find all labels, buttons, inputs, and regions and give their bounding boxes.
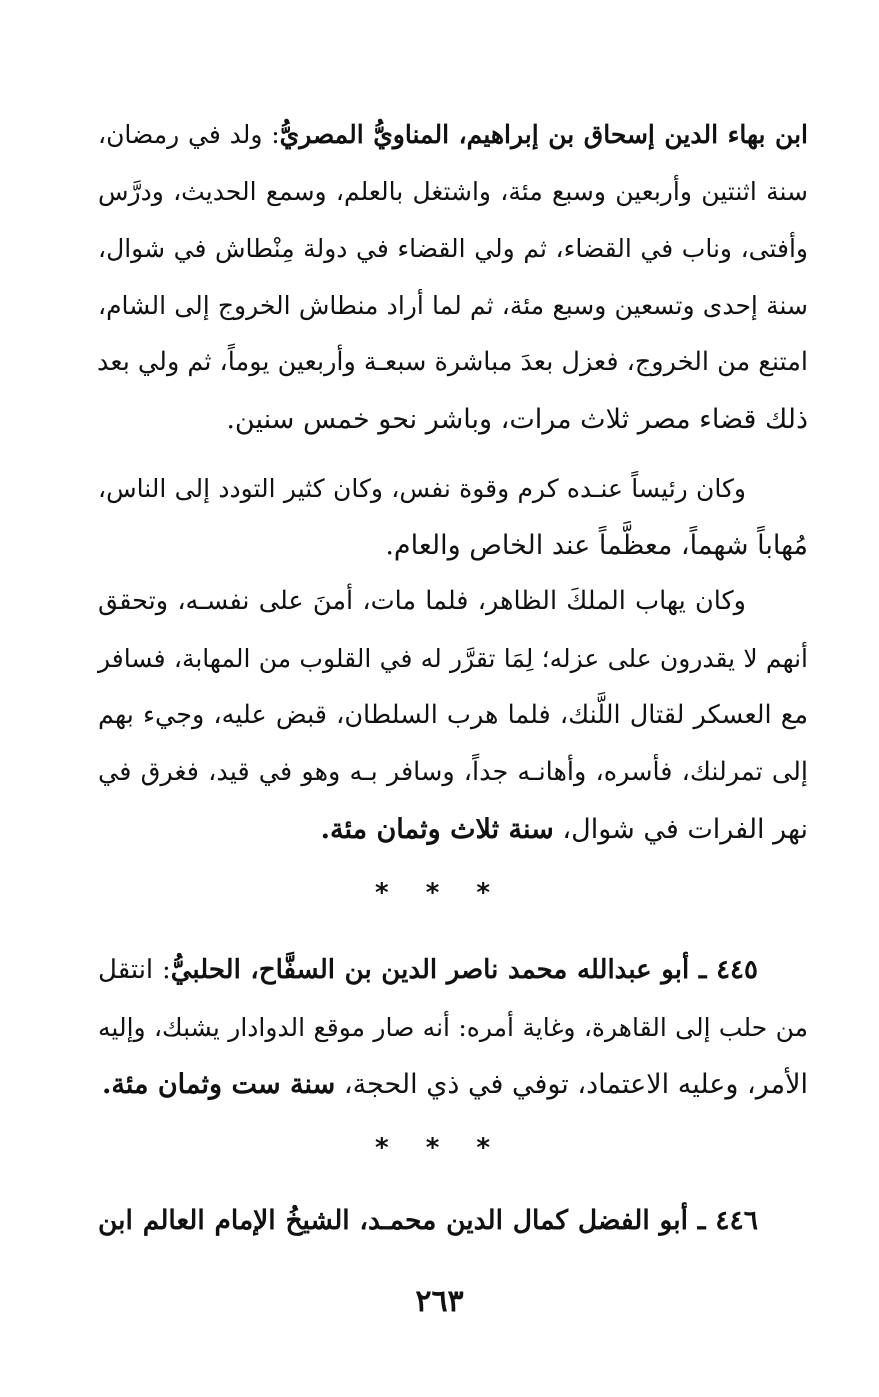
section-separator: * * * <box>375 1133 504 1163</box>
text-line: وكان يهاب الملكَ الظاهر، فلما مات، أمنَ على نفسـه، وتحقق <box>98 586 746 616</box>
paragraph-events <box>98 573 808 858</box>
text-line: وأفتى، وناب في القضاء، ثم ولي القضاء في دولة مِنْطاش في شوال، <box>98 234 808 263</box>
paragraph-character <box>98 460 808 574</box>
text-line: سنة إحدى وتسعين وسبع مئة، ثم لما أراد منطاش الخروج إلى الشام، <box>98 291 808 320</box>
death-date: سنة ست وثمان مئة. <box>101 1069 336 1100</box>
text-span: نهر الفرات في شوال، <box>562 814 808 845</box>
text-line: أنهم لا يقدرون على عزله؛ لِمَا تقرَّر له في القلوب من المهابة، فسافر <box>98 644 808 673</box>
page-number: ٢٦٣ <box>415 1284 464 1319</box>
paragraph-biography-continuation <box>98 106 808 448</box>
section-separator: * * * <box>375 878 504 908</box>
entry-445 <box>98 942 808 1113</box>
text-span: : انتقل <box>98 955 171 985</box>
text-line: مُهاباً شهماً، معظَّماً عند الخاص والعام. <box>385 530 808 561</box>
name-heading: ابن بهاء الدين إسحاق بن إبراهيم، المناويُّ المصريُّ <box>279 120 808 149</box>
entry-446 <box>98 1192 808 1249</box>
text-span: الأمر، وعليه الاعتماد، توفي في ذي الحجة، <box>343 1069 808 1100</box>
text-line <box>98 1056 808 1113</box>
text-line <box>98 106 808 163</box>
text-line <box>98 801 808 858</box>
text-line: مع العسكر لقتال اللَّنك، فلما هرب السلطان، قبض عليه، وجيء بهم <box>98 700 808 730</box>
text-line <box>98 942 808 999</box>
death-date: سنة ثلاث وثمان مئة. <box>320 814 554 845</box>
text-line: إلى تمرلنك، فأسره، وأهانـه جداً، وسافر بـه وهو في قيد، فغرق في <box>98 757 808 787</box>
text-span: : ولد في رمضان، <box>98 120 280 149</box>
entry-heading: ٤٤٥ ـ أبو عبدالله محمد ناصر الدين بن السفَّاح، الحلبيُّ <box>170 955 758 985</box>
text-line: وكان رئيساً عنـده كرم وقوة نفس، وكان كثير التودد إلى الناس، <box>98 474 746 503</box>
text-line <box>98 1192 808 1249</box>
text-line: سنة اثنتين وأربعين وسبع مئة، واشتغل بالعلم، وسمع الحديث، ودرَّس <box>98 177 808 206</box>
text-line: من حلب إلى القاهرة، وغاية أمره: أنه صار موقع الدوادار يشبك، وإليه <box>98 1013 808 1042</box>
text-line: امتنع من الخروج، فعزل بعدَ مباشرة سبعـة وأربعين يوماً، ثم ولي بعد <box>97 347 808 377</box>
text-line: ذلك قضاء مصر ثلاث مرات، وباشر نحو خمس سنين. <box>226 404 808 435</box>
entry-heading: ٤٤٦ ـ أبو الفضل كمال الدين محمـد، الشيخُ الإمام العالم ابن <box>98 1205 758 1236</box>
